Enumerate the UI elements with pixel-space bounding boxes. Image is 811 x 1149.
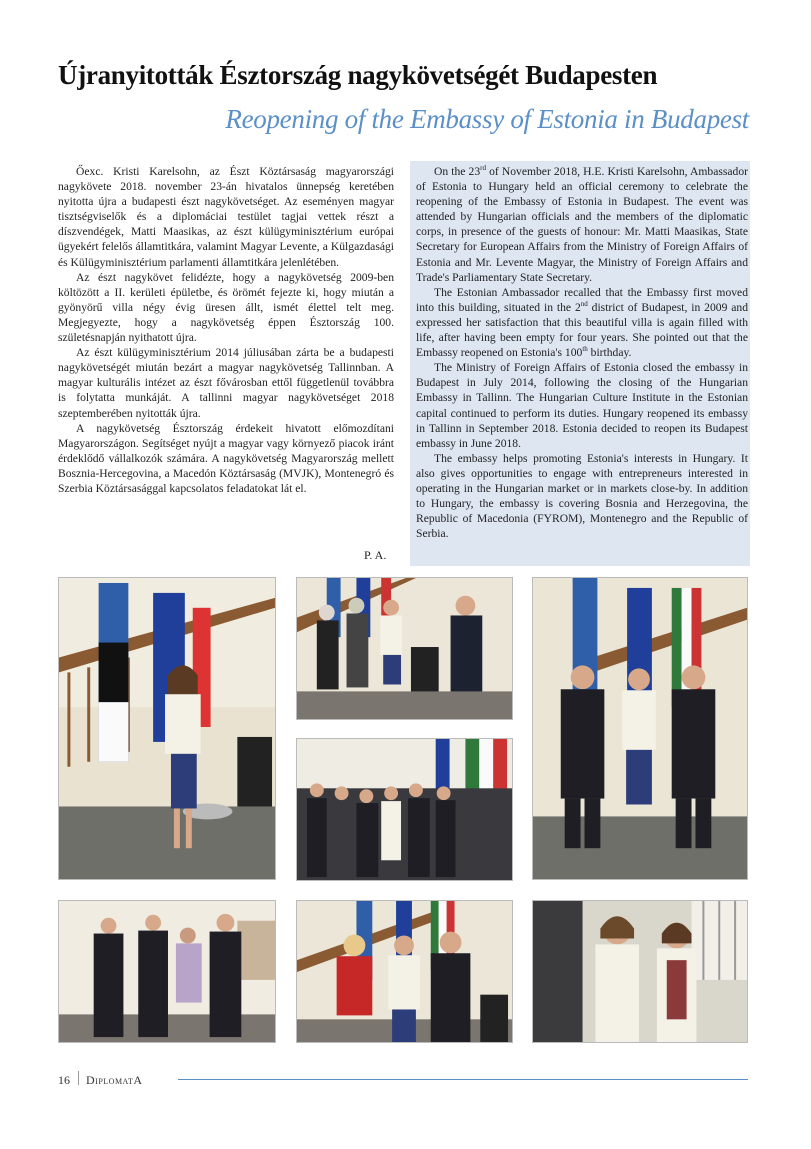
photo-ambassador-with-flags [58, 577, 276, 880]
photo-two-women [532, 900, 748, 1043]
article-title-english: Reopening of the Embassy of Estonia in Budapest [225, 104, 749, 134]
hungarian-text-column [58, 164, 394, 496]
english-text-box [410, 161, 750, 566]
hu-paragraph: Az észt nagykövet felidézte, hogy a nagykövetség 2009-ben költözött a II. kerületi épületbe, és örömét fejezte ki, hogy miután a gyönyörű villa négy évig üresen állt, ismét élettel telt meg. Megjegyezte, hogy a nagykövetség éppen Észtország 100. születésnapján nyithatott újra. [58, 270, 394, 345]
en-paragraph: The embassy helps promoting Estonia's interests in Hungary. It also gives opportunities to engage with entrepreneurs interested in operating in the Hungarian market or in markets close-by. In addition to Hungary, the embassy is covering Bosnia and Herzegovina, the Republic of Macedonia (FYROM), Montenegro and the Republic of Serbia. [416, 451, 748, 541]
hu-paragraph: Őexc. Kristi Karelsohn, az Észt Köztársaság magyarországi nagykövete 2018. november 23-án hivatalos ünnepség keretében nyitotta újra a budapesti észt nagykövetséget. Az eseményen magyar tisztségviselők és a diplomáciai testület tagjai vettek részt a díszvendégek, Matti Maasikas, az észt külügyminisztérium európai ügyekért felelős államtitkára, valamint Magyar Levente, a Külgazdasági és Külügyminisztérium parlamenti államtitkára jelenlétében. [58, 165, 394, 269]
en-paragraph: The Ministry of Foreign Affairs of Estonia closed the embassy in Budapest in July 2014, following the closing of the Hungarian Embassy in Tallinn. The Hungarian Culture Institute in the Estonian capital continued to perform its duties. Hungary reopened its embassy in Tallinn in September 2018. Estonia decided to reopen its Budapest embassy in June 2018. [416, 361, 748, 450]
footer-rule [178, 1079, 748, 1080]
hu-paragraph: A nagykövetség Észtország érdekeit hivatott előmozdítani Magyarországon. Segítséget nyújt a magyar vagy környező piacok iránt érdeklődő vállalkozók számára. A nagykövetség Magyarország mellett Bosznia-Hercegovina, a Macedón Köztársaság (MVJK), Montenegró és Szerbia Köztársasággal kapcsolatos feladatokat lát el. [58, 421, 394, 495]
photo-guests-crowd [296, 738, 513, 881]
page-number: 16 [58, 1073, 70, 1087]
photo-four-guests [58, 900, 276, 1043]
hu-paragraph: Az észt külügyminisztérium 2014 júliusában zárta be a budapesti nagykövetségét miután bezárt a magyar nagykövetség Tallinnban. A magyar kulturális intézet az észt fővárosban ettől függetlenül továbbra is folytatta munkáját. A tallinni magyar nagykövetséget 2018 szeptemberében nyitották újra. [58, 346, 394, 420]
footer-divider [78, 1071, 79, 1085]
photo-three-with-flags [532, 577, 748, 880]
photo-three-red-jacket [296, 900, 513, 1043]
magazine-name: DiplomatA [86, 1073, 143, 1087]
article-title-hungarian: Újranyitották Észtország nagykövetségét Budapesten [58, 60, 658, 90]
en-paragraph: On the 23rd of November 2018, H.E. Kristi Karelsohn, Ambassador of Estonia to Hungary held an official ceremony to celebrate the reopening of the Embassy of Estonia in Budapest. The event was attended by Hungarian officials and the members of the diplomatic corps, in presence of the guests of honour: Mr. Matti Maasikas, State Secretary for European Affairs from the Ministry of Foreign Affairs of Estonia and Mr. Levente Magyar, the Ministry of Foreign Affairs and Trade's Parliamentary State Secretary. [416, 164, 748, 284]
author-signature: P. A. [364, 548, 387, 562]
en-paragraph: The Estonian Ambassador recalled that the Embassy first moved into this building, situated in the 2nd district of Budapest, in 2009 and expressed her satisfaction that this beautiful villa is again filled with life, after having been empty for four years. She pointed out that the Embassy reopened on Estonia's 100th birthday. [416, 285, 748, 360]
photo-speech [296, 577, 513, 720]
